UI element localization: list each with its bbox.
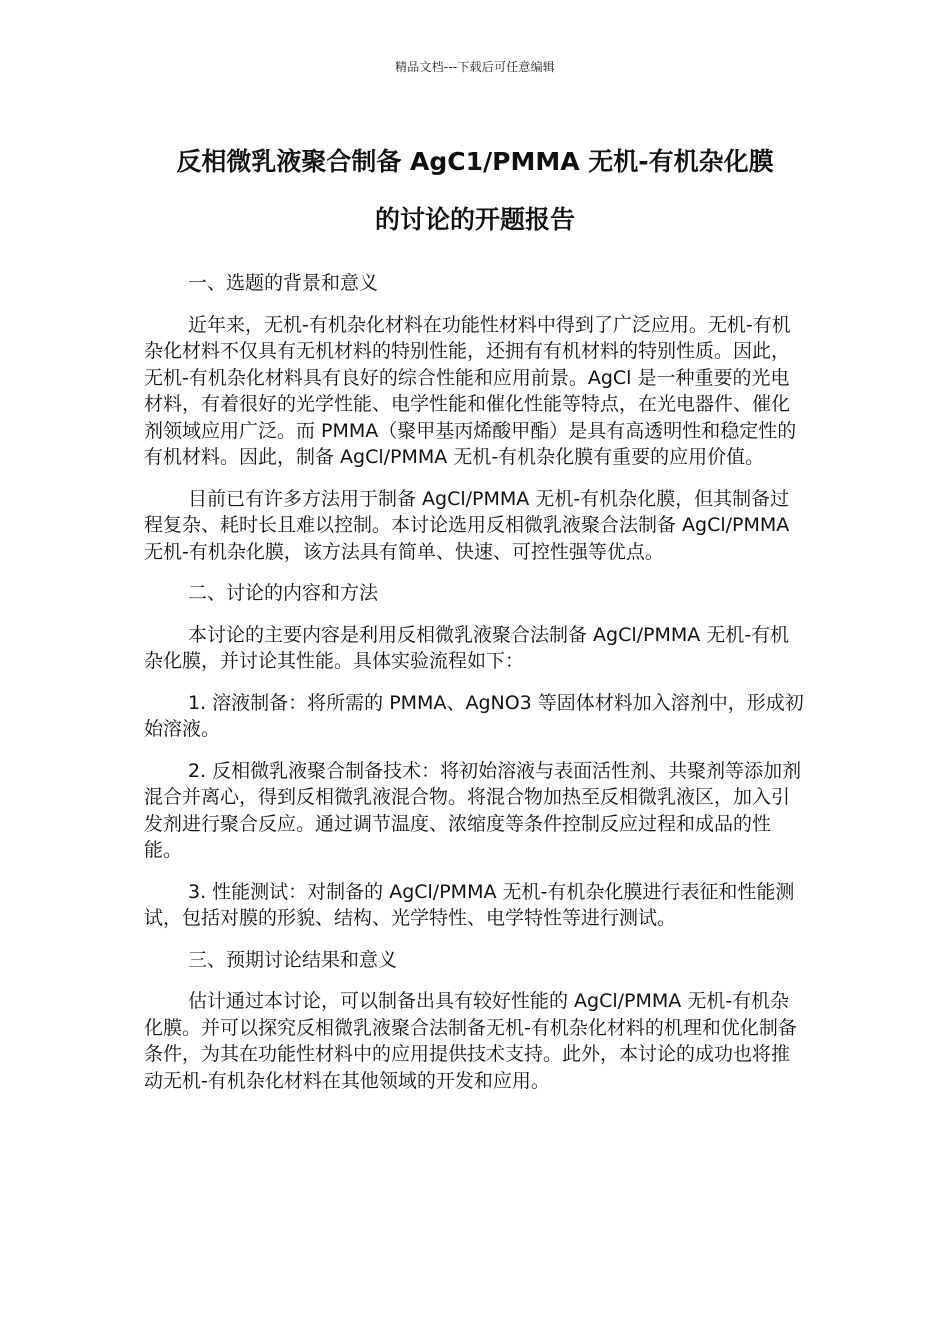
- document-body: [144, 270, 808, 1109]
- list-item-polymerization: 2. 反相微乳液聚合制备技术：将初始溶液与表面活性剂、共聚剂等添加剂混合并离心，得到反相微乳液混合物。将混合物加热至反相微乳液区，加入引发剂进行聚合反应。通过调节温度、浓缩度等条件控制反应过程和成品的性能。: [144, 759, 802, 861]
- list-item-performance-test: 3. 性能测试：对制备的 AgCl/PMMA 无机-有机杂化膜进行表征和性能测试，包括对膜的形貌、结构、光学特性、电学特性等进行测试。: [144, 880, 795, 929]
- paragraph-background-1: 近年来，无机-有机杂化材料在功能性材料中得到了广泛应用。无机-有机杂化材料不仅具有无机材料的特别性能，还拥有有机材料的特别性质。因此，无机-有机杂化材料具有良好的综合性能和应用前景。AgCl 是一种重要的光电材料，有着很好的光学性能、电学性能和催化性能等特点，在光电器件、催化剂领域应用广泛。而 PMMA（聚甲基丙烯酸甲酯）是具有高透明性和稳定性的有机材料。因此，制备 AgCl/PMMA 无机-有机杂化膜有重要的应用价值。: [144, 313, 797, 468]
- title-line-1: 反相微乳液聚合制备 AgC1/PMMA 无机-有机杂化膜: [176, 147, 774, 176]
- header-note: 精品文档---下载后可任意编辑: [395, 60, 555, 74]
- paragraph-background-2: 目前已有许多方法用于制备 AgCl/PMMA 无机-有机杂化膜，但其制备过程复杂、耗时长且难以控制。本讨论选用反相微乳液聚合法制备 AgCl/PMMA 无机-有机杂化膜，该方法具有简单、快速、可控性强等优点。: [144, 487, 790, 563]
- paragraph-expected-results: 估计通过本讨论，可以制备出具有较好性能的 AgCl/PMMA 无机-有机杂化膜。并可以探究反相微乳液聚合法制备无机-有机杂化材料的机理和优化制备条件，为其在功能性材料中的应用提供技术支持。此外，本讨论的成功也将推动无机-有机杂化材料在其他领域的开发和应用。: [144, 990, 797, 1092]
- section-heading-expected-results: 三、预期讨论结果和意义: [188, 948, 398, 971]
- paragraph-content-intro: 本讨论的主要内容是利用反相微乳液聚合法制备 AgCl/PMMA 无机-有机杂化膜，并讨论其性能。具体实验流程如下：: [144, 623, 790, 672]
- section-heading-background: 一、选题的背景和意义: [188, 272, 379, 294]
- list-item-solution-prep: 1. 溶液制备：将所需的 PMMA、AgNO3 等固体材料加入溶剂中，形成初始溶液。: [144, 691, 804, 740]
- section-heading-content-method: 二、讨论的内容和方法: [188, 582, 379, 604]
- document-title: [100, 133, 850, 249]
- title-line-2: 的讨论的开题报告: [374, 205, 575, 234]
